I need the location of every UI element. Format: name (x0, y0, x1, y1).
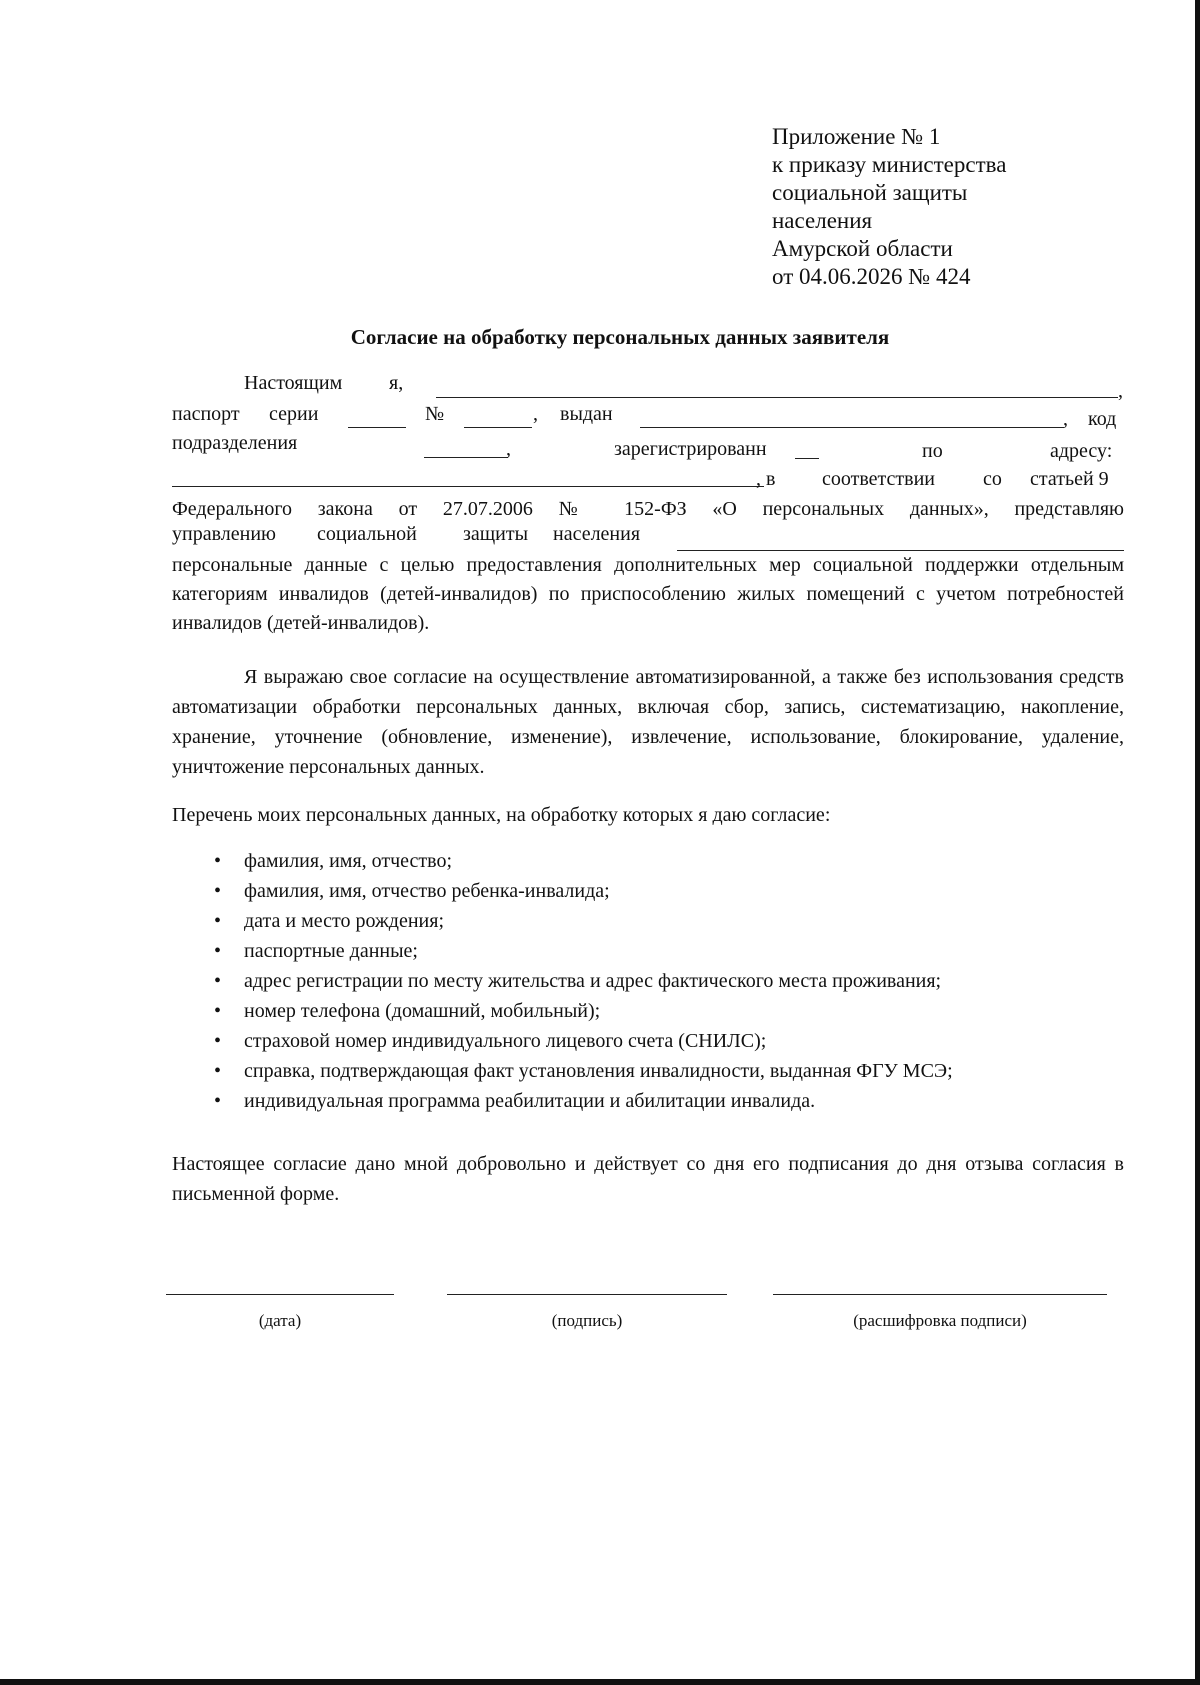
list-item-text: номер телефона (домашний, мобильный); (244, 1000, 601, 1022)
bullet-icon: • (214, 940, 222, 962)
gender-ending-field[interactable] (795, 458, 819, 459)
text-fragment: серии (269, 403, 319, 425)
list-item (210, 878, 953, 908)
appendix-line: от 04.06.2026 № 424 (772, 264, 971, 289)
text-fragment: , (533, 403, 538, 425)
list-item-text: страховой номер индивидуального лицевого счета (СНИЛС); (244, 1030, 767, 1052)
appendix-line: Амурской области (772, 236, 953, 261)
text-fragment: выдан (560, 403, 613, 425)
passport-number-field[interactable] (464, 427, 532, 428)
full-name-field[interactable] (436, 397, 1118, 398)
bullet-icon: • (214, 910, 222, 932)
signature-decoding-caption: (расшифровка подписи) (853, 1311, 1027, 1330)
text-fragment: социальной (317, 523, 417, 545)
passport-issuer-field[interactable] (640, 427, 1064, 428)
appendix-header (772, 123, 1006, 291)
bullet-icon: • (214, 880, 222, 902)
text-fragment: защиты (463, 523, 529, 545)
consent-paragraph: Я выражаю свое согласие на осуществление автоматизированной, а также без использования средств автоматизации обработки персональных данных, включая сбор, запись, систематизацию, накопление, хранение, уточнение (обновление, изменение), извлечение, использование, блокирование, удаление, уничтожение персональных данных. (172, 666, 1124, 778)
list-item-text: дата и место рождения; (244, 910, 445, 932)
bullet-icon: • (214, 850, 222, 872)
date-caption: (дата) (258, 1311, 302, 1330)
text-fragment: , в (756, 468, 776, 490)
text-fragment: подразделения (172, 432, 298, 454)
bullet-icon: • (214, 1060, 222, 1082)
page-border-bottom (0, 1679, 1200, 1685)
text-fragment: управлению (172, 523, 276, 545)
list-item (210, 968, 953, 998)
signature-caption: (подпись) (551, 1311, 623, 1330)
text-fragment: , (506, 438, 511, 460)
list-item (210, 938, 953, 968)
list-item (210, 848, 953, 878)
text-fragment: , (1063, 408, 1068, 430)
bullet-icon: • (214, 1000, 222, 1022)
bullet-icon: • (214, 1030, 222, 1052)
address-field[interactable] (172, 486, 764, 487)
appendix-line: населения (772, 208, 873, 233)
list-item (210, 1058, 953, 1088)
validity-paragraph: Настоящее согласие дано мной добровольно и действует со дня его подписания до дня отзыва согласия в письменной форме. (172, 1153, 1124, 1205)
list-item-text: паспортные данные; (244, 940, 418, 962)
document-title: Согласие на обработку персональных данных заявителя (350, 325, 890, 349)
appendix-line: Приложение № 1 (772, 124, 941, 149)
text-fragment: адресу: (1050, 440, 1113, 462)
text-fragment: по (922, 440, 943, 462)
signature-decoding-line[interactable] (773, 1294, 1107, 1295)
list-item (210, 1028, 953, 1058)
list-item-text: индивидуальная программа реабилитации и абилитации инвалида. (244, 1090, 816, 1112)
passport-series-field[interactable] (348, 427, 406, 428)
date-signature-line[interactable] (166, 1294, 394, 1295)
personal-data-list (210, 848, 953, 1118)
bullet-icon: • (214, 1090, 222, 1112)
purpose-paragraph: персональные данные с целью предоставления дополнительных мер социальной поддержки отдельным категориям инвалидов (детей-инвалидов) по приспособлению жилых помещений с учетом потребностей инвалидов (детей-инвалидов). (172, 554, 1124, 634)
law-reference-line: Федерального закона от 27.07.2006 № 152-ФЗ «О персональных данных», представляю (172, 498, 1124, 520)
page-border-right (1195, 0, 1200, 1685)
text-fragment: Настоящим (244, 372, 343, 394)
list-item-text: адрес регистрации по месту жительства и адрес фактического места проживания; (244, 970, 942, 992)
subdivision-code-field[interactable] (424, 457, 508, 458)
list-item-text: фамилия, имя, отчество; (244, 850, 453, 872)
text-fragment: зарегистрированн (614, 438, 767, 460)
list-item (210, 998, 953, 1028)
list-item (210, 908, 953, 938)
signature-line[interactable] (447, 1294, 727, 1295)
text-fragment: паспорт (172, 403, 240, 425)
list-item-text: справка, подтверждающая факт установления инвалидности, выданная ФГУ МСЭ; (244, 1060, 953, 1082)
text-fragment: № (425, 403, 445, 425)
data-list-intro: Перечень моих персональных данных, на обработку которых я даю согласие: (172, 804, 831, 826)
bullet-icon: • (214, 970, 222, 992)
text-fragment: со (983, 468, 1002, 490)
text-fragment: соответствии (822, 468, 936, 490)
appendix-line: социальной защиты (772, 180, 968, 205)
text-fragment: я, (389, 372, 404, 394)
text-fragment: , (1118, 380, 1123, 402)
text-fragment: код (1088, 408, 1117, 430)
list-item-text: фамилия, имя, отчество ребенка-инвалида; (244, 880, 610, 902)
appendix-line: к приказу министерства (772, 152, 1007, 177)
text-fragment: статьей 9 (1030, 468, 1109, 490)
list-item (210, 1088, 953, 1118)
text-fragment: населения (553, 523, 641, 545)
